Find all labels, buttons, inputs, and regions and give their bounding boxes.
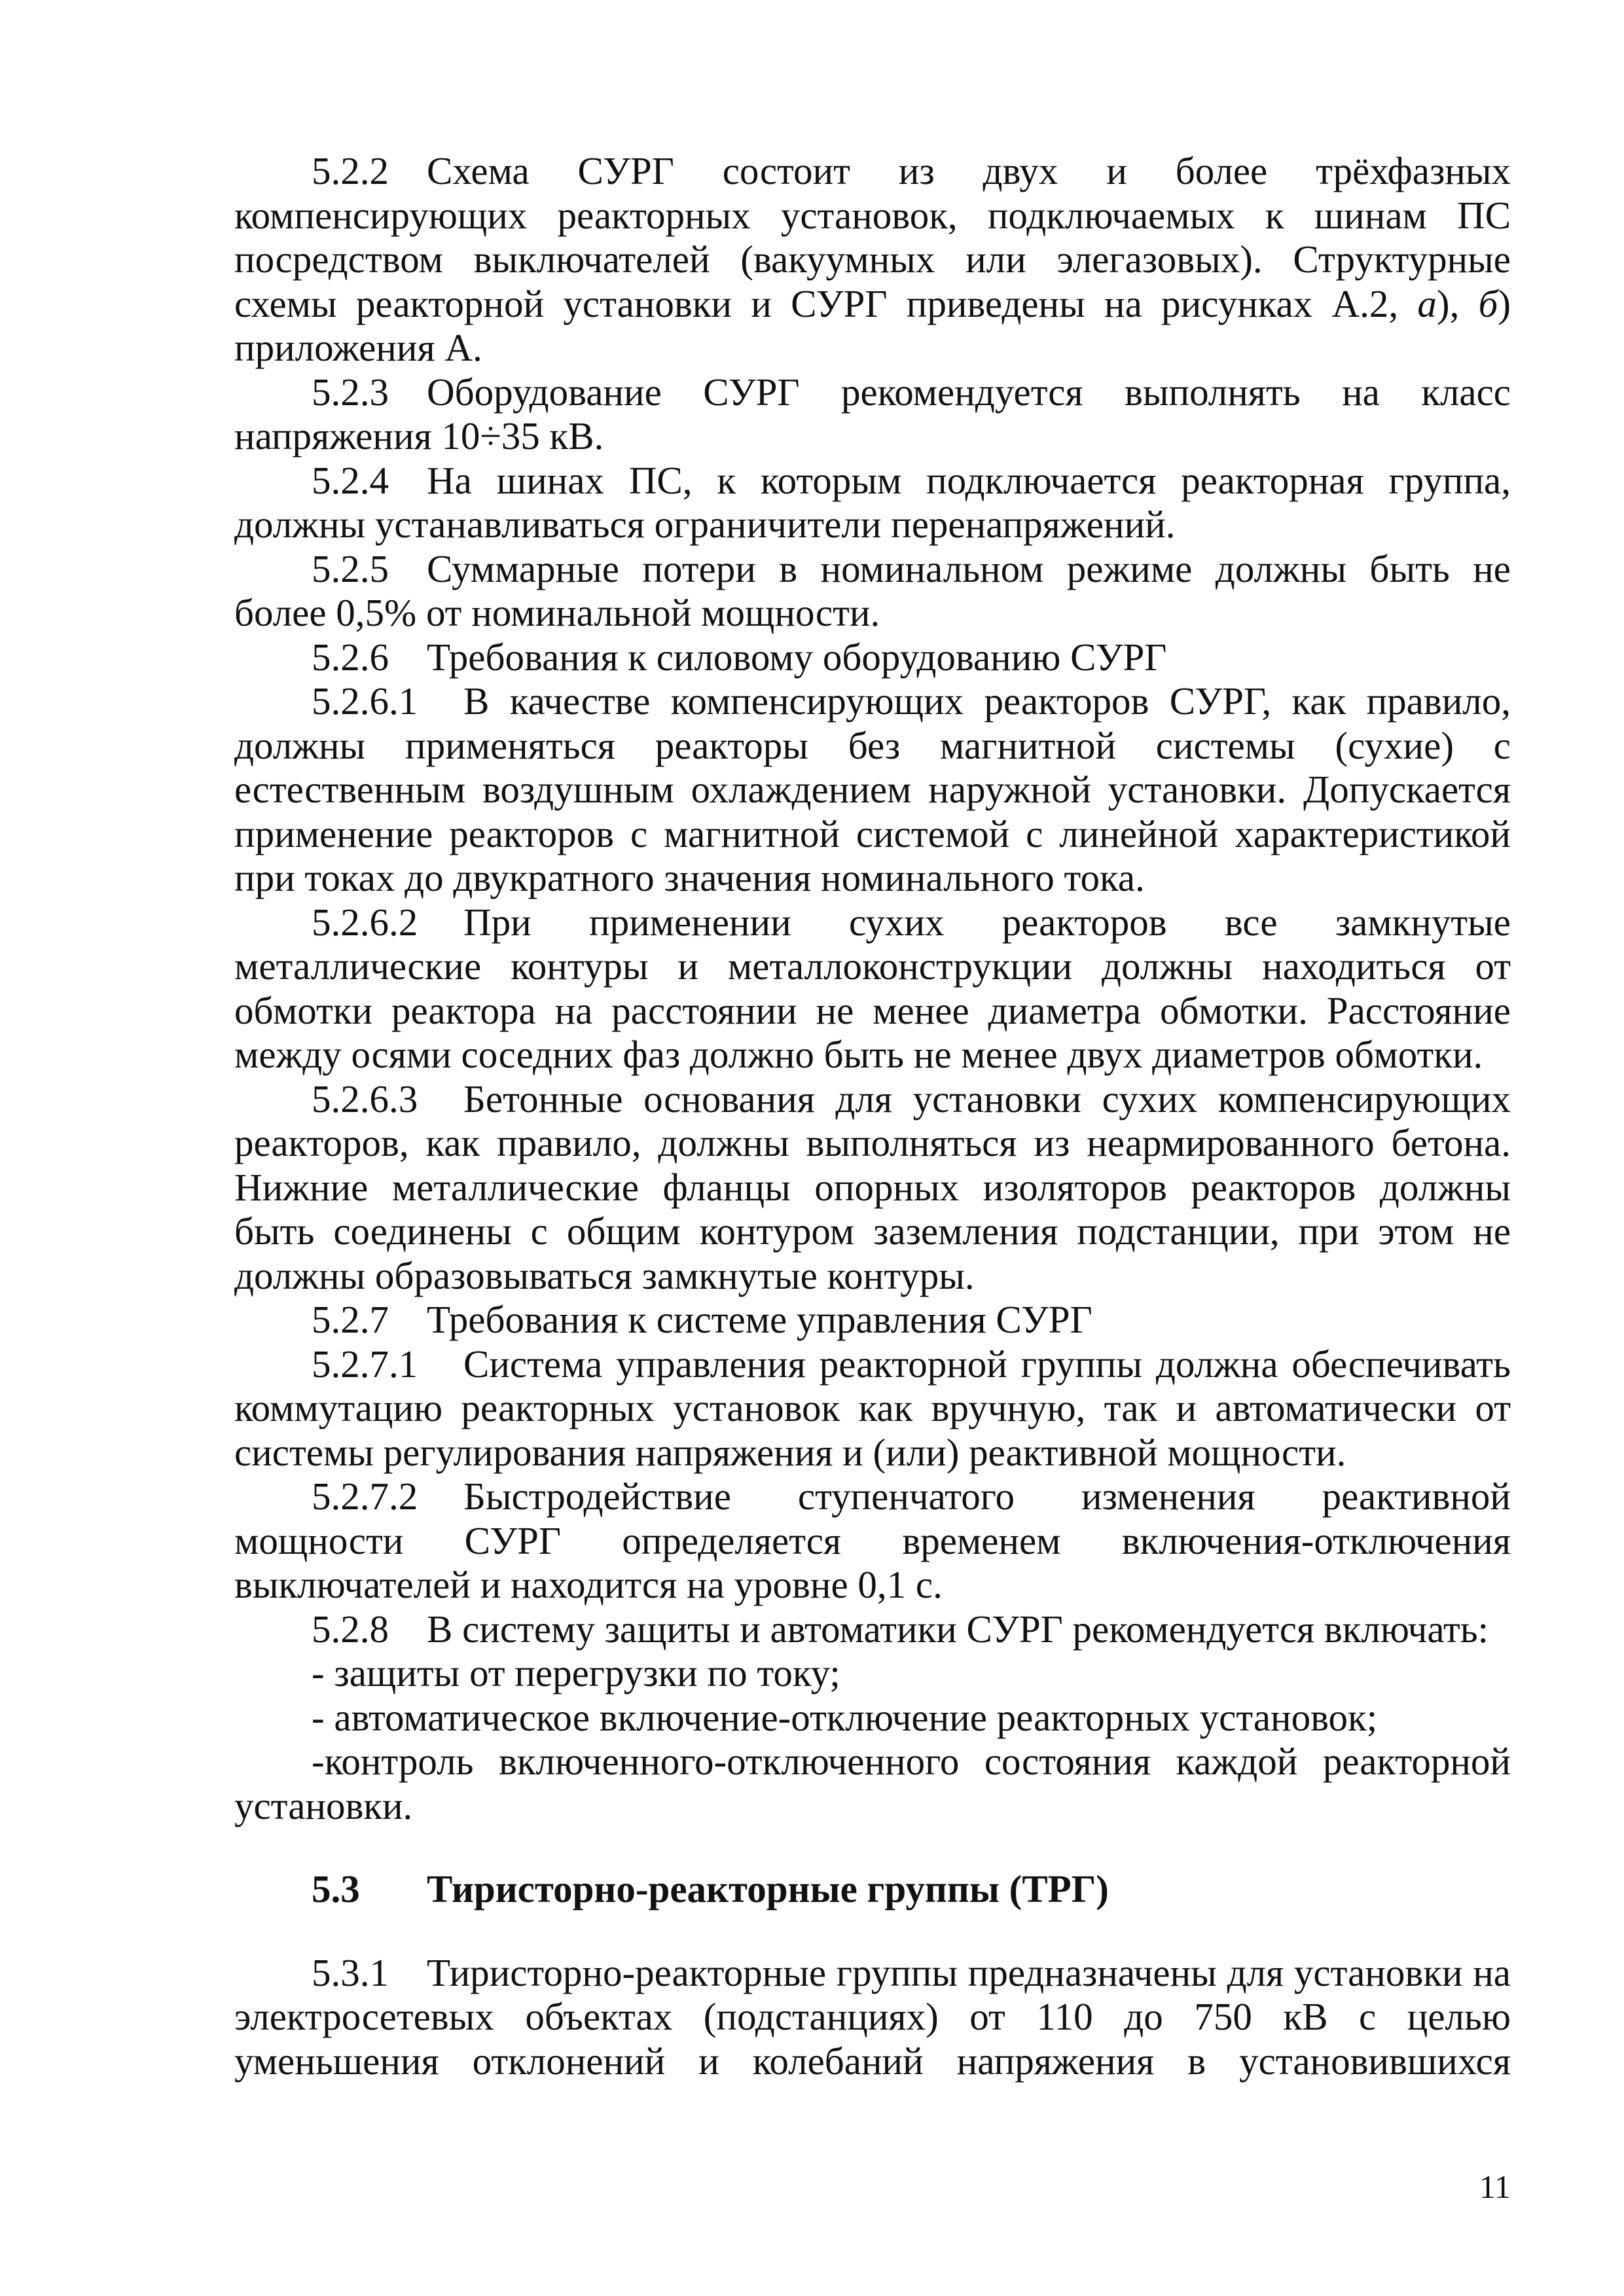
paragraph-text: Требования к силовому оборудованию СУРГ: [427, 635, 1167, 679]
paragraph-5-2-6: [234, 636, 1511, 680]
clause-number: 5.2.2: [312, 149, 389, 192]
paragraph-5-2-5: [234, 547, 1511, 636]
paragraph-text-tail: ) приложения А.: [234, 281, 1511, 369]
paragraph-text: Тиристорно-реакторные группы предназначены для установки на электросетевых объектах (подстанциях) от 110 до 750 кВ с целью уменьшения отклонений и колебаний напряжения в установившихся: [234, 1950, 1511, 2083]
paragraph-5-2-3: [234, 370, 1511, 459]
italic-letter-a: а: [1417, 281, 1437, 325]
clause-number: 5.2.7.1: [312, 1342, 418, 1386]
page-number: 11: [1479, 2168, 1511, 2205]
section-title: Тиристорно-реакторные группы (ТРГ): [427, 1867, 1109, 1910]
clause-number: 5.2.8: [312, 1607, 389, 1651]
clause-number: 5.3.1: [312, 1950, 389, 1994]
page-body: [234, 149, 1511, 2083]
clause-number: 5.2.4: [312, 458, 389, 502]
paragraph-text: Система управления реакторной группы должна обеспечивать коммутацию реакторных установок как вручную, так и автоматически от системы регулирования напряжения и (или) реактивной мощности.: [234, 1342, 1511, 1474]
paragraph-5-2-6-1: [234, 679, 1511, 901]
section-heading: [234, 1867, 1511, 1912]
paragraph-5-2-6-2: [234, 901, 1511, 1077]
clause-number: 5.2.5: [312, 547, 389, 590]
paragraph-5-2-7-1: [234, 1342, 1511, 1475]
clause-number: 5.2.6.3: [312, 1077, 418, 1121]
list-item: - защиты от перегрузки по току;: [312, 1651, 840, 1695]
clause-number: 5.2.6.2: [312, 900, 418, 944]
list-item: - автоматическое включение-отключение реакторных установок;: [312, 1695, 1378, 1739]
list-item: -контроль включенного-отключенного состояния каждой реакторной установки.: [234, 1740, 1511, 1827]
paragraph-5-2-2: [234, 149, 1511, 370]
clause-number: 5.2.7.2: [312, 1475, 418, 1518]
paragraph-text: Требования к системе управления СУРГ: [427, 1298, 1092, 1341]
paragraph-5-2-8: [234, 1607, 1511, 1652]
paragraph-text: В качестве компенсирующих реакторов СУРГ, как правило, должны применяться реакторы без магнитной системы (сухие) с естественным воздушным охлаждением наружной установки. Допускается применение реакторов с магнитной системой с линейной характеристикой при токах до двукратного значения номинального тока.: [234, 679, 1511, 899]
paragraph-text: Суммарные потери в номинальном режиме должны быть не более 0,5% от номинальной мощности.: [234, 547, 1511, 634]
italic-letter-b: б: [1478, 281, 1498, 325]
clause-number: 5.2.7: [312, 1298, 389, 1341]
paragraph-5-2-6-3: [234, 1077, 1511, 1299]
paragraph-text: На шинах ПС, к которым подключается реакторная группа, должны устанавливаться ограничители перенапряжений.: [234, 458, 1511, 546]
paragraph-5-2-7: [234, 1298, 1511, 1342]
paragraph-5-2-4: [234, 459, 1511, 547]
paragraph-text: Быстродействие ступенчатого изменения реактивной мощности СУРГ определяется временем включения-отключения выключателей и находится на уровне 0,1 с.: [234, 1475, 1511, 1606]
section-number: 5.3: [312, 1867, 360, 1910]
paragraph-text-mid: ),: [1436, 281, 1479, 325]
paragraph-text: При применении сухих реакторов все замкнутые металлические контуры и металлоконструкции должны находиться от обмотки реактора на расстоянии не менее диаметра обмотки. Расстояние между осями соседних фаз должно быть не менее двух диаметров обмотки.: [234, 900, 1511, 1076]
paragraph-5-2-7-2: [234, 1475, 1511, 1607]
paragraph-text: Оборудование СУРГ рекомендуется выполнять на класс напряжения 10÷35 кВ.: [234, 370, 1511, 457]
clause-number: 5.2.6: [312, 635, 389, 679]
paragraph-text: Бетонные основания для установки сухих компенсирующих реакторов, как правило, должны выполняться из неармированного бетона. Нижние металлические фланцы опорных изоляторов реакторов должны быть соединены с общим контуром заземления подстанции, при этом не должны образовываться замкнутые контуры.: [234, 1077, 1511, 1297]
paragraph-text: Схема СУРГ состоит из двух и более трёхфазных компенсирующих реакторных установок, подключаемых к шинам ПС посредством выключателей (вакуумных или элегазовых). Структурные схемы реакторной установки и СУРГ приведены на рисунках А.2,: [234, 149, 1511, 325]
paragraph-text: В систему защиты и автоматики СУРГ рекомендуется включать:: [427, 1607, 1489, 1651]
clause-number: 5.2.6.1: [312, 679, 418, 723]
clause-number: 5.2.3: [312, 370, 389, 414]
paragraph-5-3-1: [234, 1951, 1511, 2084]
